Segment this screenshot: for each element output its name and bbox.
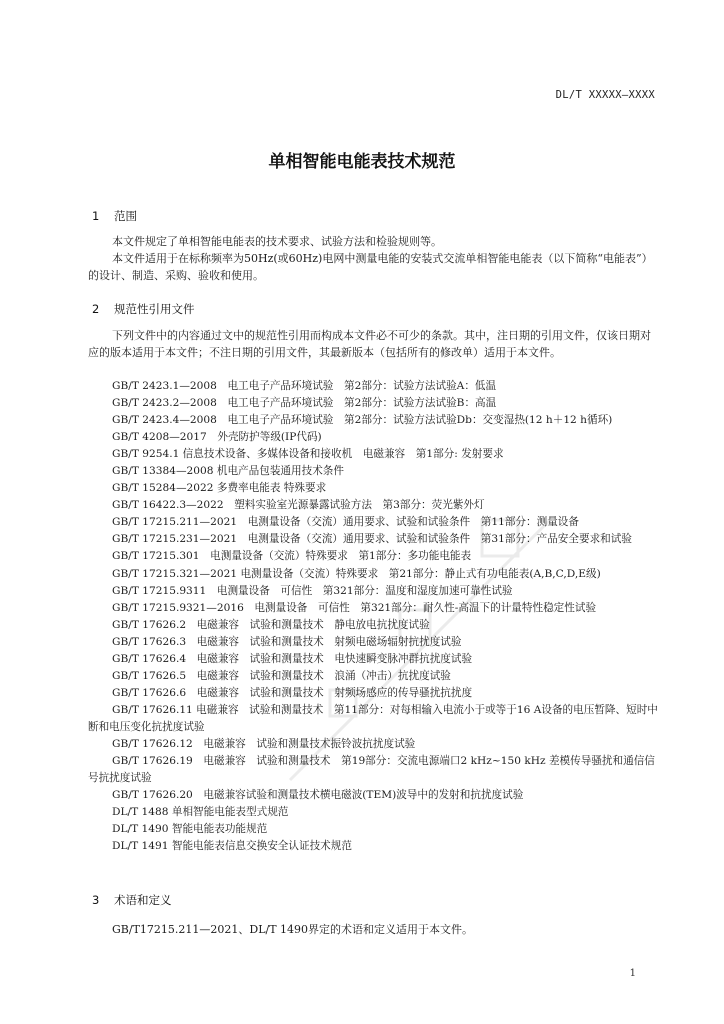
reference-item: GB/T 17215.211—2021 电测量设备（交流）通用要求、试验和试验条件 第11部分：测量设备 xyxy=(112,516,579,529)
reference-item: GB/T 17626.6 电磁兼容 试验和测量技术 射频场感应的传导骚扰抗扰度 xyxy=(112,686,473,699)
reference-item: GB/T 17626.4 电磁兼容 试验和测量技术 电快速瞬变脉冲群抗扰度试验 xyxy=(112,652,473,665)
paragraph: 本文件适用于在标称频率为50Hz(或60Hz)电网中测量电能的安装式交流单相智能电能表（以下简称“电能表”）的设计、制造、采购、验收和使用。 xyxy=(88,251,653,282)
section-title: 术语和定义 xyxy=(114,893,172,907)
section-heading-scope xyxy=(92,208,137,224)
terms-body xyxy=(88,922,658,939)
reference-item: DL/T 1488 单相智能电能表型式规范 xyxy=(112,806,289,819)
page-number: 1 xyxy=(629,968,636,979)
reference-item: GB/T 17626.11 电磁兼容 试验和测量技术 第11部分：对每相输入电流小于或等于16 A设备的电压暂降、短时中断和电压变化抗扰度试验 xyxy=(88,703,658,733)
reference-item: GB/T 17626.19 电磁兼容 试验和测量技术 第19部分：交流电源端口2 kHz~150 kHz 差模传导骚扰和通信信号抗扰度试验 xyxy=(88,755,655,785)
reference-item: GB/T 2423.1—2008 电工电子产品环境试验 第2部分：试验方法试验A：低温 xyxy=(112,380,497,392)
reference-item: GB/T 17215.231—2021 电测量设备（交流）通用要求、试验和试验条件 第31部分：产品安全要求和试验 xyxy=(112,533,632,546)
reference-item: GB/T 16422.3—2022 塑料实验室光源暴露试验方法 第3部分：荧光紫外灯 xyxy=(112,499,485,512)
reference-item: GB/T 17626.3 电磁兼容 试验和测量技术 射频电磁场辐射抗扰度试验 xyxy=(112,635,462,648)
reference-item: GB/T 17626.12 电磁兼容 试验和测量技术振铃波抗扰度试验 xyxy=(112,737,416,750)
reference-list xyxy=(88,378,658,855)
page-title: 单相智能电能表技术规范 xyxy=(268,152,456,172)
reference-item: GB/T 13384—2008 机电产品包装通用技术条件 xyxy=(112,465,344,478)
section-heading-terms xyxy=(92,892,172,908)
reference-item: GB/T 2423.4—2008 电工电子产品环境试验 第2部分：试验方法试验Db：交变湿热(12 h＋12 h循环) xyxy=(112,414,613,427)
normative-intro xyxy=(88,328,658,362)
reference-item: GB/T 17215.9321—2016 电测量设备 可信性 第321部分：耐久性-高温下的计量特性稳定性试验 xyxy=(112,601,597,614)
paragraph: 本文件规定了单相智能电能表的技术要求、试验方法和检验规则等。 xyxy=(112,235,442,248)
reference-item: GB/T 2423.2—2008 电工电子产品环境试验 第2部分：试验方法试验B：高温 xyxy=(112,397,497,410)
section-number: 3 xyxy=(92,893,100,907)
reference-item: GB/T 15284—2022 多费率电能表 特殊要求 xyxy=(112,482,327,495)
reference-item: GB/T 17215.9311 电测量设备 可信性 第321部分：温度和湿度加速可靠性试验 xyxy=(112,584,513,597)
section-number: 2 xyxy=(92,302,100,316)
section-number: 1 xyxy=(92,209,100,223)
reference-item: DL/T 1490 智能电能表功能规范 xyxy=(112,823,268,836)
reference-item: GB/T 17215.321—2021 电测量设备（交流）特殊要求 第21部分：静止式有功电能表(A,B,C,D,E级) xyxy=(112,567,601,580)
reference-item: GB/T 17626.5 电磁兼容 试验和测量技术 浪涌（冲击）抗扰度试验 xyxy=(112,669,451,682)
reference-item: GB/T 17626.20 电磁兼容试验和测量技术横电磁波(TEM)波导中的发射和抗扰度试验 xyxy=(112,789,524,802)
reference-item: DL/T 1491 智能电能表信息交换安全认证技术规范 xyxy=(112,840,352,853)
reference-item: GB/T 4208—2017 外壳防护等级(IP代码) xyxy=(112,431,322,444)
scope-body xyxy=(88,234,658,285)
section-title: 范围 xyxy=(114,209,137,223)
document-code: DL/T XXXXX—XXXX xyxy=(555,89,655,101)
section-title: 规范性引用文件 xyxy=(114,302,195,316)
reference-item: GB/T 17215.301 电测量设备（交流）特殊要求 第1部分：多功能电能表 xyxy=(112,550,472,563)
section-heading-normative xyxy=(92,301,195,317)
reference-item: GB/T 9254.1 信息技术设备、多媒体设备和接收机 电磁兼容 第1部分: 发射要求 xyxy=(112,448,504,461)
reference-item: GB/T 17626.2 电磁兼容 试验和测量技术 静电放电抗扰度试验 xyxy=(112,618,430,631)
paragraph: GB/T17215.211—2021、DL/T 1490界定的术语和定义适用于本文件。 xyxy=(112,923,474,936)
paragraph: 下列文件中的内容通过文中的规范性引用而构成本文件必不可少的条款。其中，注日期的引用文件，仅该日期对应的版本适用于本文件；不注日期的引用文件，其最新版本（包括所有的修改单）适用于本文件。 xyxy=(88,329,651,359)
